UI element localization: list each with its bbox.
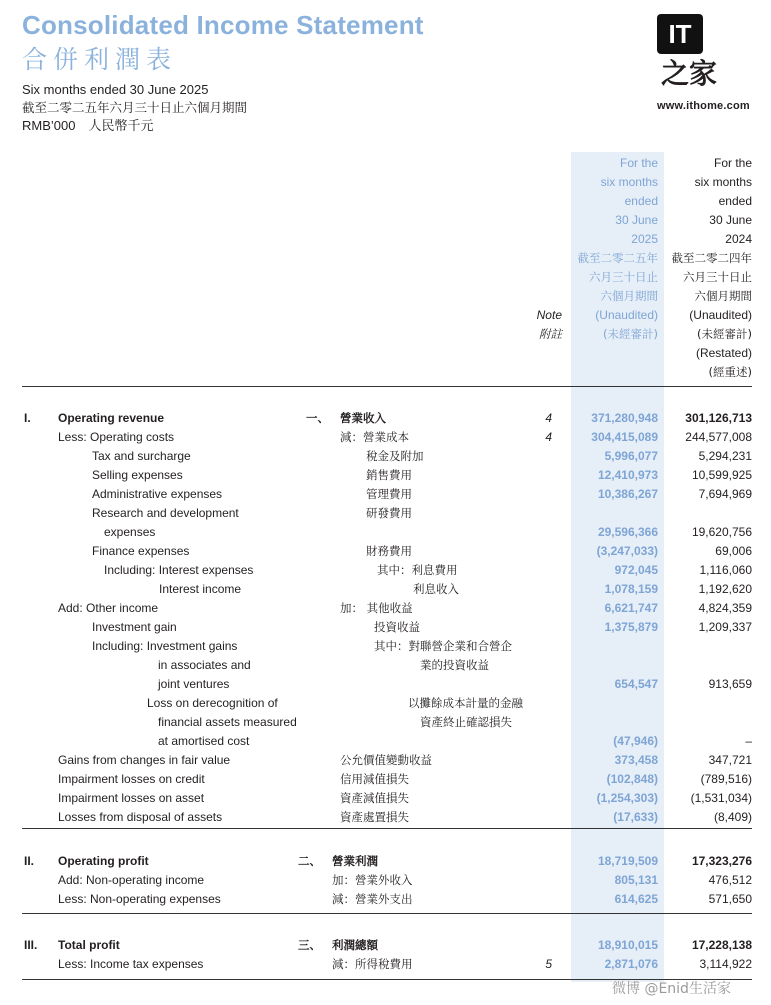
prior-period-value: 5,294,231: [698, 449, 752, 463]
line-item-zh: 營業利潤: [332, 854, 378, 868]
line-item-en: in associates and: [158, 658, 251, 672]
statement-row: [0, 428, 771, 447]
current-header-line: 六月三十日止: [589, 270, 658, 284]
current-header-line: 30 June: [615, 213, 658, 227]
statement-row: [0, 561, 771, 580]
current-period-value: 972,045: [614, 563, 658, 577]
line-item-zh: 稅金及附加: [366, 449, 424, 463]
current-period-value: (17,633): [613, 810, 658, 824]
section-number: I.: [24, 411, 31, 425]
note-ref: 5: [545, 957, 552, 971]
current-header-line: 2025: [631, 232, 658, 246]
statement-row: [0, 808, 771, 827]
current-period-header: [571, 154, 658, 344]
prior-period-value: 244,577,008: [685, 430, 752, 444]
line-item-en: Operating profit: [58, 854, 149, 868]
current-period-value: 6,621,747: [604, 601, 658, 615]
current-period-value: 805,131: [614, 873, 658, 887]
line-item-en: joint ventures: [158, 677, 230, 691]
statement-row: [0, 504, 771, 523]
line-item-en: Including: Interest expenses: [104, 563, 254, 577]
logo-it-mark: IT: [657, 14, 703, 54]
section-number: III.: [24, 938, 38, 952]
line-item-en: Research and development: [92, 506, 239, 520]
prior-period-value: 1,116,060: [699, 563, 752, 577]
line-item-en: Selling expenses: [92, 468, 183, 482]
line-item-en: Impairment losses on asset: [58, 791, 205, 805]
line-item-zh: 利潤總額: [332, 938, 378, 952]
prior-period-value: (789,516): [700, 772, 752, 786]
prior-header-line: 截至二零二四年: [671, 251, 752, 265]
section-divider: [22, 913, 752, 914]
current-period-value: 1,078,159: [604, 582, 658, 596]
statement-row: [0, 751, 771, 770]
line-item-zh: 研發費用: [366, 506, 412, 520]
prior-period-value: 19,620,756: [691, 525, 752, 539]
prior-period-value: (8,409): [713, 810, 752, 824]
statement-row: [0, 713, 771, 732]
current-period-value: 10,386,267: [597, 487, 658, 501]
current-header-line: ended: [624, 194, 658, 208]
current-period-value: 654,547: [614, 677, 658, 691]
line-item-en: Total profit: [58, 938, 120, 952]
statement-row: [0, 890, 771, 909]
current-header-line: six months: [600, 175, 658, 189]
line-item-zh: 減：所得稅費用: [332, 957, 413, 971]
prior-period-value: 17,323,276: [691, 854, 752, 868]
prior-period-value: 69,006: [715, 544, 752, 558]
line-item-en: Including: Investment gains: [92, 639, 238, 653]
prior-period-value: 4,824,359: [698, 601, 752, 615]
header-divider: [22, 386, 752, 387]
statement-row: [0, 447, 771, 466]
prior-period-value: –: [745, 734, 752, 748]
prior-period-value: 301,126,713: [685, 411, 752, 425]
period-zh: 截至二零二五年六月三十日止六個月期間: [22, 100, 248, 115]
line-item-en: Interest income: [159, 582, 242, 596]
line-item-zh: 加：營業外收入: [332, 873, 413, 887]
current-period-value: 18,719,509: [597, 854, 658, 868]
note-column-header: [520, 306, 562, 344]
line-item-zh: 營業收入: [340, 411, 386, 425]
note-ref: 4: [545, 411, 552, 425]
statement-row: [0, 694, 771, 713]
current-period-value: 12,410,973: [597, 468, 658, 482]
line-item-zh: 以攤餘成本計量的金融: [408, 696, 523, 710]
prior-period-value: 571,650: [708, 892, 752, 906]
line-item-en: Less: Operating costs: [58, 430, 175, 444]
line-item-en: Add: Other income: [58, 601, 159, 615]
statement-row: [0, 936, 771, 955]
line-item-zh: 減：營業外支出: [332, 892, 413, 906]
prior-header-line: 六個月期間: [694, 289, 752, 303]
current-header-line: (Unaudited): [595, 308, 658, 322]
line-item-en: Less: Non-operating expenses: [58, 892, 221, 906]
line-item-en: Gains from changes in fair value: [58, 753, 231, 767]
prior-header-line: (Unaudited): [689, 308, 752, 322]
current-period-value: 371,280,948: [591, 411, 658, 425]
line-item-zh: 管理費用: [366, 487, 412, 501]
current-header-line: For the: [619, 156, 658, 170]
line-item-en: Finance expenses: [92, 544, 190, 558]
current-period-value: 5,996,077: [604, 449, 658, 463]
prior-period-value: 476,512: [708, 873, 752, 887]
prior-header-line: 30 June: [709, 213, 752, 227]
line-item-en: Administrative expenses: [92, 487, 223, 501]
line-item-zh: 銷售費用: [366, 468, 412, 482]
line-item-zh: 利息收入: [413, 582, 459, 596]
line-item-zh: 資產減值損失: [340, 791, 409, 805]
statement-row: [0, 789, 771, 808]
line-item-zh: 資產處置損失: [340, 810, 409, 824]
line-item-zh: 加： 其他收益: [340, 601, 413, 615]
current-period-value: 614,625: [614, 892, 658, 906]
statement-row: [0, 466, 771, 485]
current-period-value: (102,848): [606, 772, 658, 786]
statement-row: [0, 485, 771, 504]
current-period-value: 2,871,076: [604, 957, 658, 971]
prior-period-value: 1,209,337: [698, 620, 752, 634]
line-item-en: Operating revenue: [58, 411, 165, 425]
prior-period-value: 913,659: [708, 677, 752, 691]
statement-row: [0, 599, 771, 618]
statement-row: [0, 580, 771, 599]
statement-row: [0, 852, 771, 871]
statement-title-en: Consolidated Income Statement: [22, 10, 424, 40]
line-item-zh: 財務費用: [366, 544, 412, 558]
statement-row: [0, 955, 771, 974]
prior-header-line: 六月三十日止: [683, 270, 752, 284]
statement-row: [0, 732, 771, 751]
ithome-logo: [657, 14, 757, 112]
section-number: II.: [24, 854, 35, 868]
line-item-en: Loss on derecognition of: [147, 696, 278, 710]
line-item-zh: 業的投資收益: [420, 658, 489, 672]
prior-period-value: 7,694,969: [698, 487, 752, 501]
current-period-value: (3,247,033): [596, 544, 658, 558]
line-item-zh: 其中：對聯營企業和合營企: [374, 639, 512, 653]
prior-header-line: (Restated): [695, 346, 752, 360]
prior-header-line: (經重述): [708, 365, 752, 379]
line-item-en: Losses from disposal of assets: [58, 810, 223, 824]
line-item-en: at amortised cost: [158, 734, 250, 748]
current-period-value: 29,596,366: [597, 525, 658, 539]
current-period-value: 373,458: [614, 753, 658, 767]
prior-header-line: For the: [713, 156, 752, 170]
statement-row: [0, 409, 771, 428]
statement-row: [0, 637, 771, 656]
current-period-value: 304,415,089: [591, 430, 658, 444]
line-item-zh: 信用減值損失: [340, 772, 409, 786]
logo-url: www.ithome.com: [657, 100, 750, 112]
line-item-zh: 公允價值變動收益: [340, 753, 432, 767]
prior-period-value: 17,228,138: [691, 938, 752, 952]
current-header-line: 六個月期間: [600, 289, 658, 303]
line-item-en: Investment gain: [92, 620, 177, 634]
prior-header-line: (未經審計): [697, 327, 752, 341]
line-item-en: expenses: [104, 525, 156, 539]
statement-row: [0, 871, 771, 890]
logo-zh-mark: 之家: [661, 57, 718, 90]
note-ref: 4: [545, 430, 552, 444]
prior-period-value: 10,599,925: [691, 468, 752, 482]
prior-header-line: 2024: [725, 232, 752, 246]
prior-period-value: 3,114,922: [699, 957, 752, 971]
line-item-zh: 減：營業成本: [340, 430, 409, 444]
line-item-zh: 投資收益: [374, 620, 420, 634]
prior-header-line: ended: [718, 194, 752, 208]
current-period-value: 1,375,879: [604, 620, 658, 634]
statement-row: [0, 618, 771, 637]
statement-row: [0, 770, 771, 789]
currency-unit: RMB’000 人民幣千元: [22, 118, 154, 133]
current-period-value: 18,910,015: [597, 938, 658, 952]
prior-period-value: 347,721: [708, 753, 752, 767]
statement-row: [0, 542, 771, 561]
current-header-line: (未經審計): [603, 327, 658, 341]
statement-row: [0, 656, 771, 675]
current-header-line: 截至二零二五年: [577, 251, 658, 265]
period-en: Six months ended 30 June 2025: [22, 82, 209, 97]
line-item-en: financial assets measured: [158, 715, 297, 729]
section-number-zh: 一、: [306, 411, 329, 425]
prior-header-line: six months: [694, 175, 752, 189]
statement-row: [0, 675, 771, 694]
line-item-en: Add: Non-operating income: [58, 873, 205, 887]
note-header-zh: 附註: [539, 327, 562, 341]
weibo-watermark: 微博 @Enid生活家: [612, 981, 731, 997]
statement-row: [0, 523, 771, 542]
prior-period-value: 1,192,620: [698, 582, 752, 596]
section-divider: [22, 828, 752, 829]
line-item-en: Tax and surcharge: [92, 449, 191, 463]
prior-period-header: [664, 154, 752, 382]
statement-title-zh: 合併利潤表: [22, 45, 178, 74]
current-period-value: (47,946): [613, 734, 658, 748]
line-item-en: Impairment losses on credit: [58, 772, 205, 786]
line-item-zh: 其中：利息費用: [377, 563, 458, 577]
line-item-en: Less: Income tax expenses: [58, 957, 204, 971]
current-period-value: (1,254,303): [596, 791, 658, 805]
section-number-zh: 三、: [298, 938, 321, 952]
line-item-zh: 資產終止確認損失: [420, 715, 512, 729]
prior-period-value: (1,531,034): [690, 791, 752, 805]
note-header-en: Note: [536, 308, 562, 322]
section-number-zh: 二、: [298, 854, 321, 868]
